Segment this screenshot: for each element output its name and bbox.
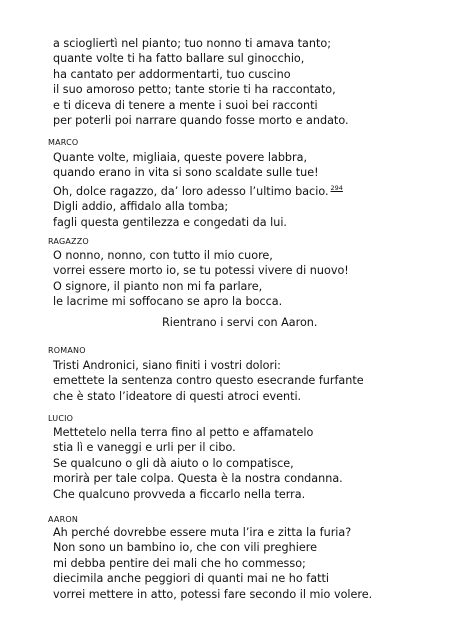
verse-line: O signore, il pianto non mi fa parlare, [53, 279, 263, 293]
speaker-name: MARCO [48, 138, 79, 147]
verse-line: Non sono un bambino io, che con vili preghiere [53, 541, 317, 555]
verse-line: stia lì e vaneggi e urli per il cibo. [53, 441, 236, 455]
verse-block [53, 248, 349, 310]
verse-line: morirà per tale colpa. Questa è la nostra condanna. [53, 472, 343, 486]
verse-block [53, 425, 343, 502]
verse-line: mi debba pentire dei mali che ho commesso; [53, 556, 306, 570]
verse-line: vorrei essere morto io, se tu potessi vivere di nuovo! [53, 264, 349, 278]
verse-line: Digli addio, affidalo alla tomba; [53, 200, 229, 214]
verse-line: vorrei mettere in atto, potessi fare secondo il mio volere. [53, 587, 373, 601]
verse-line: ha cantato per addormentarti, tuo cuscino [53, 67, 291, 81]
verse-line: Tristi Andronici, siano finiti i vostri dolori: [53, 359, 281, 372]
verse-block [53, 358, 364, 404]
verse-line: per poterli poi narrare quando fosse morto e andato. [53, 114, 349, 128]
verse-line: Che qualcuno provveda a ficcarlo nella terra. [53, 487, 306, 501]
verse-line: Mettetelo nella terra fino al petto e affamatelo [53, 426, 314, 439]
speaker-name: LUCIO [48, 414, 74, 423]
verse-line: e ti diceva di tenere a mente i suoi bei racconti [53, 98, 318, 112]
verse-line: il suo amoroso petto; tante storie ti ha raccontato, [53, 83, 336, 97]
stage-direction: Rientrano i servi con Aaron. [162, 316, 318, 329]
verse-line: diecimila anche peggiori di quanti mai ne ho fatti [53, 572, 329, 586]
verse-block [53, 150, 343, 230]
speaker-name: ROMANO [48, 346, 86, 355]
verse-line: le lacrime mi soffocano se apro la bocca. [53, 295, 283, 309]
verse-line: emettete la sentenza contro questo esecrande furfante [53, 374, 364, 388]
footnote-link[interactable]: 294 [330, 183, 343, 192]
verse-line-text: Oh, dolce ragazzo, da’ loro adesso l’ultimo bacio. [53, 184, 329, 198]
verse-block [53, 36, 349, 128]
verse-line: Se qualcuno o gli dà aiuto o lo compatisce, [53, 456, 294, 470]
verse-line [53, 181, 343, 199]
verse-line: a sciogliertì nel pianto; tuo nonno ti amava tanto; [53, 37, 331, 50]
verse-line: Quante volte, migliaia, queste povere labbra, [53, 151, 308, 164]
speaker-name: RAGAZZO [48, 237, 89, 246]
verse-line: Ah perché dovrebbe essere muta l’ira e zitta la furia? [53, 526, 352, 539]
verse-line: quando erano in vita si sono scaldate sulle tue! [53, 166, 319, 180]
verse-line: O nonno, nonno, con tutto il mio cuore, [53, 249, 273, 262]
verse-line: che è stato l’ideatore di questi atroci eventi. [53, 389, 302, 403]
speaker-name: AARON [48, 515, 79, 524]
verse-line: quante volte ti ha fatto ballare sul ginocchio, [53, 52, 305, 66]
verse-line: fagli questa gentilezza e congedati da lui. [53, 215, 287, 229]
verse-block [53, 525, 372, 602]
